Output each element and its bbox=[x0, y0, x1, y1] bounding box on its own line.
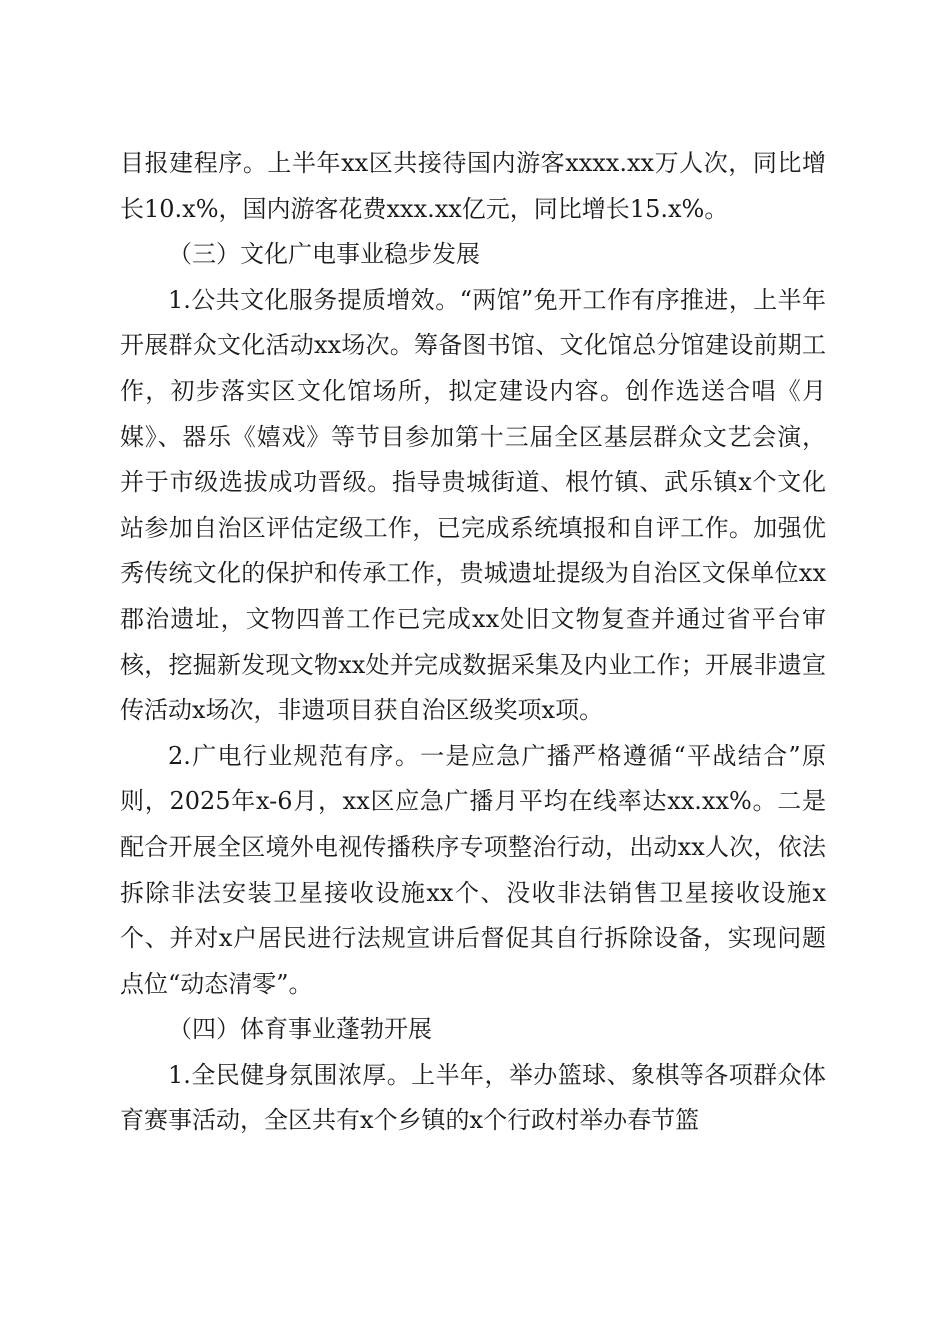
paragraph-continuation: 目报建程序。上半年xx区共接待国内游客xxxx.xx万人次，同比增长10.x%，国内游客花费xxx.xx亿元，同比增长15.x%。 bbox=[120, 149, 826, 223]
document-body bbox=[120, 141, 826, 1144]
section-heading-sports: （四）体育事业蓬勃开展 bbox=[168, 1015, 432, 1044]
section-heading-culture-broadcasting: （三）文化广电事业稳步发展 bbox=[168, 240, 480, 269]
paragraph-public-culture-service: 1.公共文化服务提质增效。“两馆”免开工作有序推进，上半年开展群众文化活动xx场次。筹备图书馆、文化馆总分馆建设前期工作，初步落实区文化馆场所，拟定建设内容。创作选送合唱《月媒》、器乐《嬉戏》等节目参加第十三届全区基层群众文艺会演，并于市级选拔成功晋级。指导贵城街道、根竹镇、武乐镇x个文化站参加自治区评估定级工作，已完成系统填报和自评工作。加强优秀传统文化的保护和传承工作，贵城遗址提级为自治区文保单位xx郡治遗址，文物四普工作已完成xx处旧文物复查并通过省平台审核，挖掘新发现文物xx处并完成数据采集及内业工作；开展非遗宣传活动x场次，非遗项目获自治区级奖项x项。 bbox=[120, 285, 826, 725]
paragraph-fitness-atmosphere: 1.全民健身氛围浓厚。上半年，举办篮球、象棋等各项群众体育赛事活动，全区共有x个乡镇的x个行政村举办春节篮 bbox=[120, 1060, 826, 1135]
paragraph-broadcasting-industry: 2.广电行业规范有序。一是应急广播严格遵循“平战结合”原则，2025年x-6月，xx区应急广播月平均在线率达xx.xx%。二是配合开展全区境外电视传播秩序专项整治行动，出动xx人次，依法拆除非法安装卫星接收设施xx个、没收非法销售卫星接收设施x个、并对x户居民进行法规宣讲后督促其自行拆除设备，实现问题点位“动态清零”。 bbox=[120, 741, 826, 998]
